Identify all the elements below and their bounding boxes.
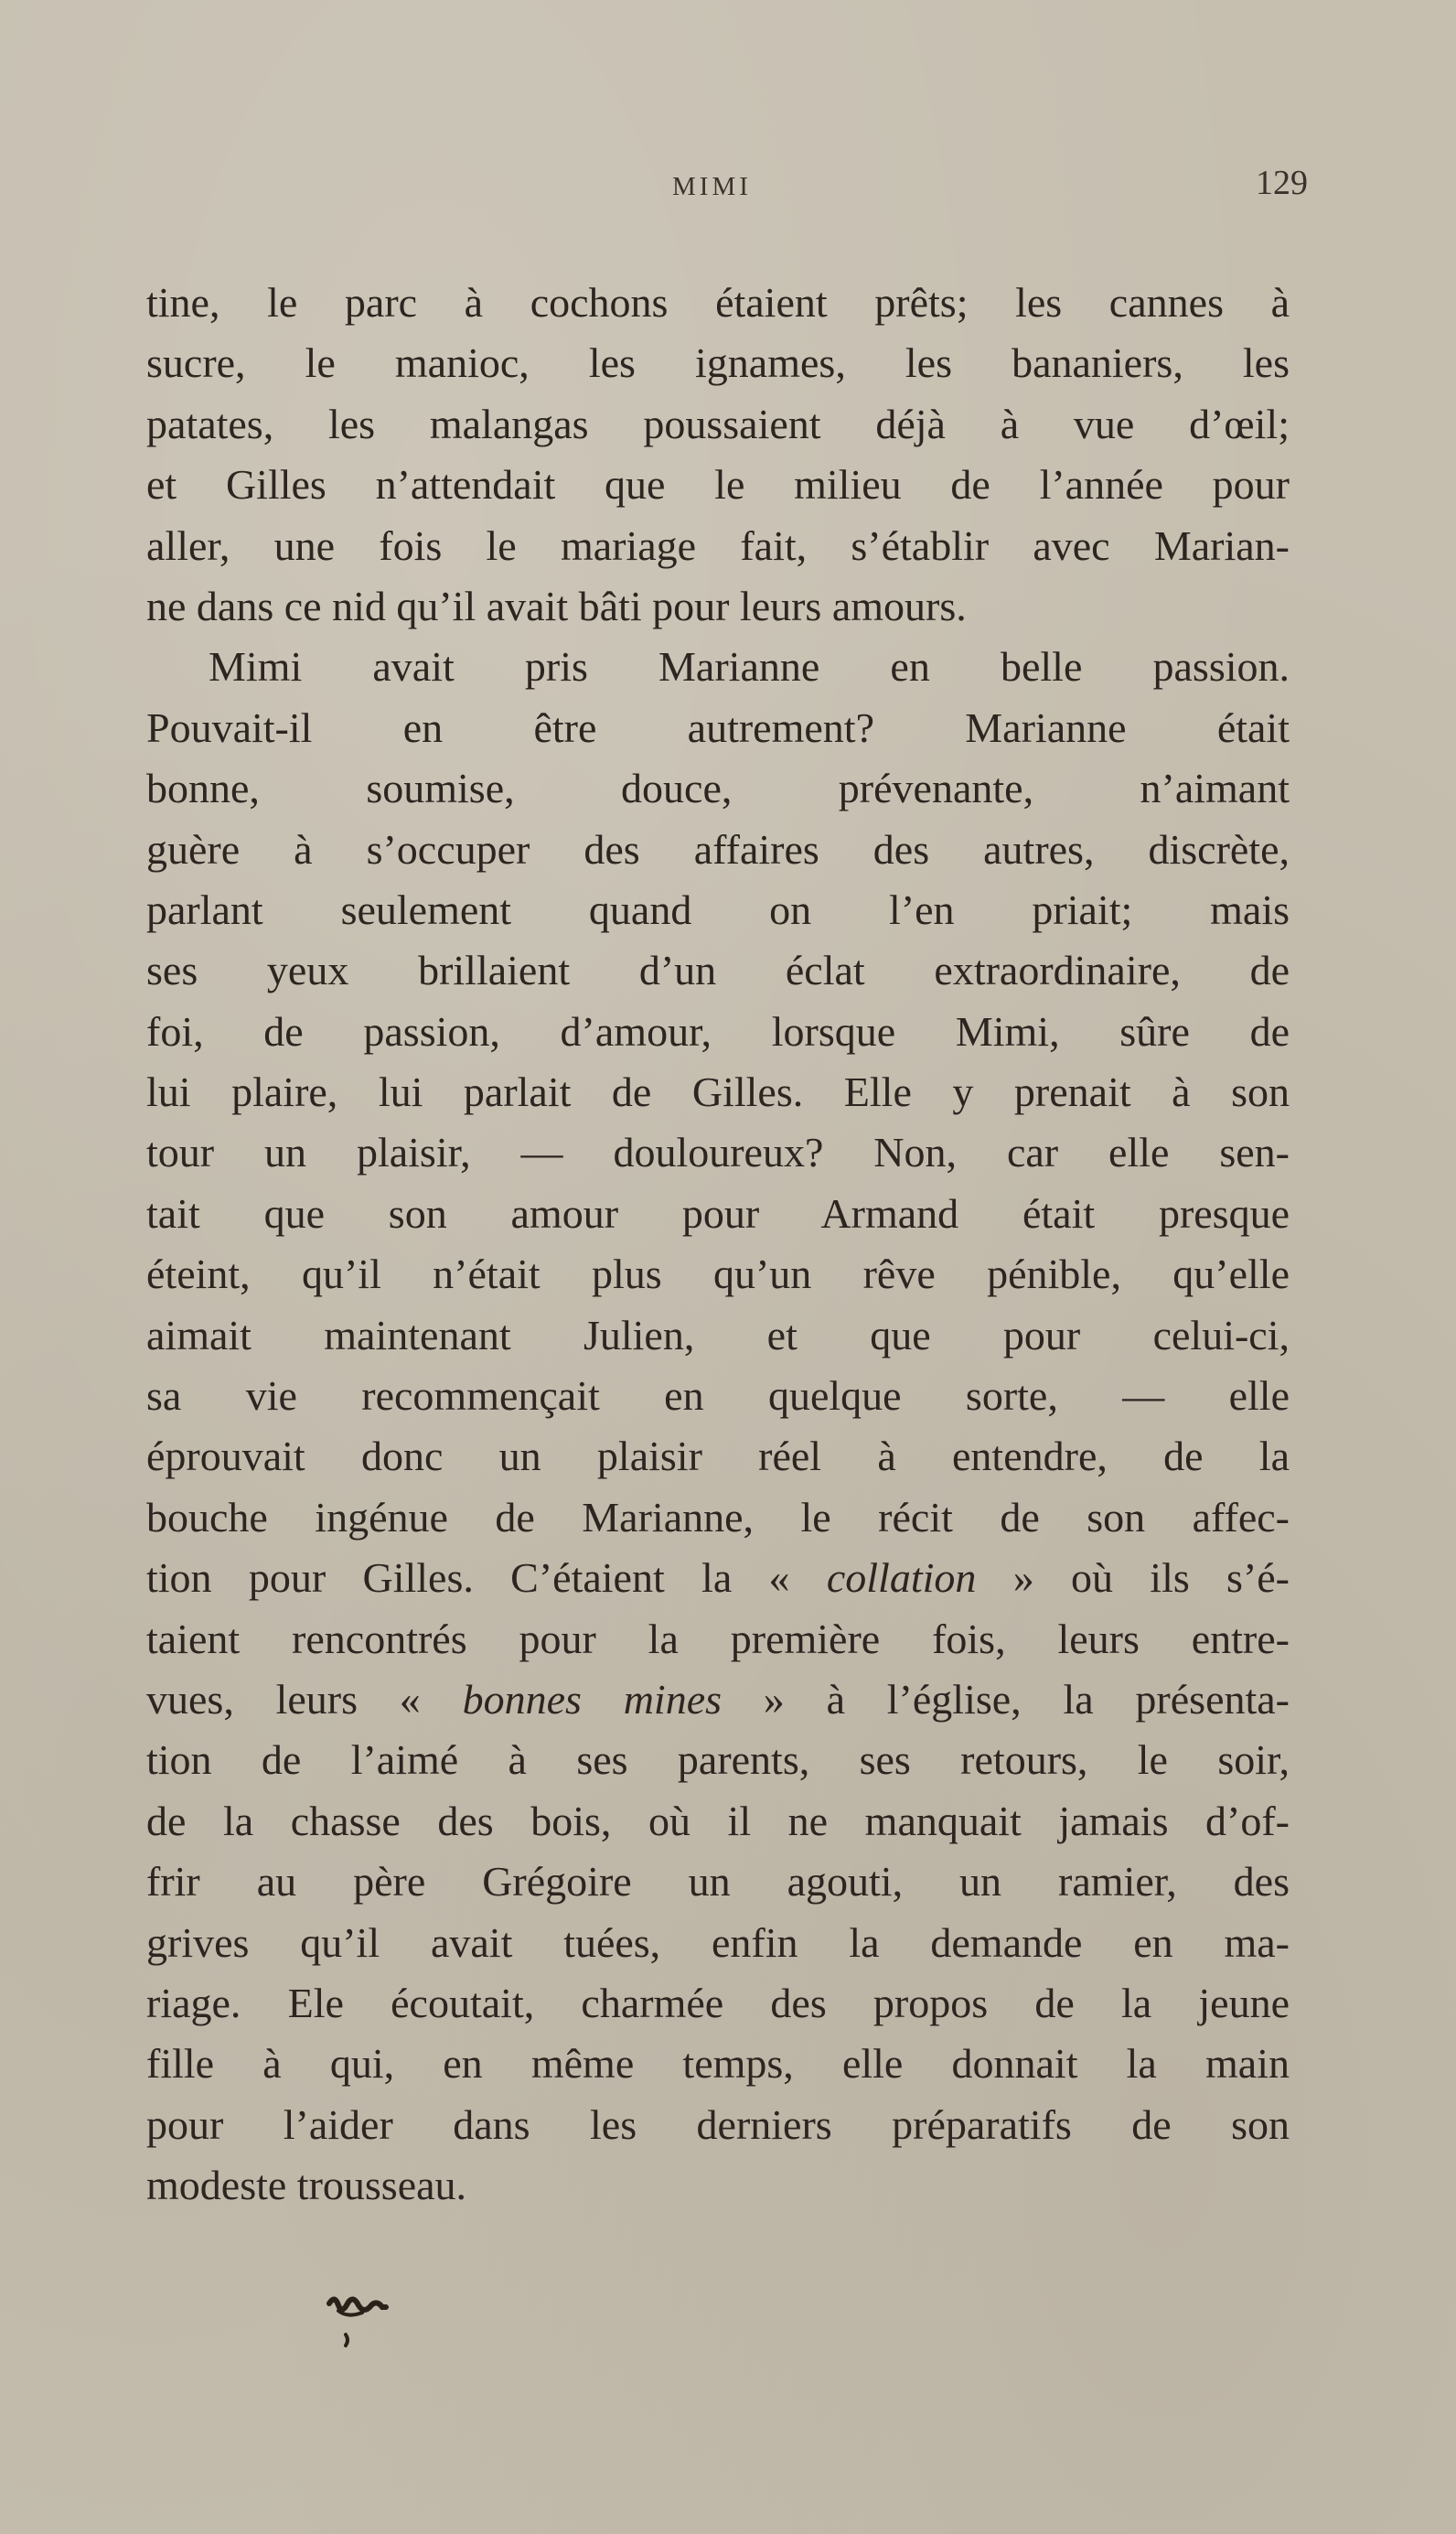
text-line: de la chasse des bois, où il ne manquait jamais d’of-	[146, 1797, 1290, 1844]
text-line: éteint, qu’il n’était plus qu’un rêve pénible, qu’elle	[146, 1251, 1290, 1298]
text-line: tion de l’aimé à ses parents, ses retours, le soir,	[146, 1736, 1290, 1784]
text-line: grives qu’il avait tuées, enfin la demande en ma-	[146, 1918, 1290, 1966]
paragraph-first-line: Mimi avait pris Marianne en belle passion.	[209, 643, 1290, 691]
running-head	[146, 163, 1308, 209]
text-line: tait que son amour pour Armand était presque	[146, 1189, 1290, 1237]
paragraph-last-line: modeste trousseau.	[146, 2162, 467, 2209]
text-segment: tion pour Gilles. C’étaient la «	[146, 1554, 827, 1602]
text-line: et Gilles n’attendait que le milieu de l’année pour	[146, 461, 1290, 509]
italic-word-collation: collation	[826, 1554, 977, 1602]
body-text	[146, 273, 1290, 2217]
text-line-bonnes-mines	[146, 1670, 1290, 1730]
text-line: bouche ingénue de Marianne, le récit de son affec-	[146, 1493, 1290, 1541]
page-number: 129	[1256, 164, 1308, 202]
text-segment: » à l’église, la présenta-	[722, 1675, 1290, 1723]
running-title: MIMI	[672, 172, 752, 201]
text-line: aimait maintenant Julien, et que pour celui-ci,	[146, 1311, 1290, 1358]
text-line: patates, les malangas poussaient déjà à vue d’œil;	[146, 400, 1290, 447]
text-line: taient rencontrés pour la première fois, leurs entre-	[146, 1615, 1290, 1662]
text-line: foi, de passion, d’amour, lorsque Mimi, sûre de	[146, 1007, 1290, 1055]
text-line: pour l’aider dans les derniers préparatifs de son	[146, 2100, 1290, 2148]
italic-phrase-bonnes-mines: bonnes mines	[462, 1675, 723, 1723]
text-segment: vues, leurs «	[146, 1675, 463, 1723]
text-line: guère à s’occuper des affaires des autres, discrète,	[146, 825, 1290, 873]
ink-mark-ornament	[326, 2287, 408, 2351]
text-line: lui plaire, lui parlait de Gilles. Elle y prenait à son	[146, 1068, 1290, 1116]
text-line: frir au père Grégoire un agouti, un ramier, des	[146, 1858, 1290, 1906]
text-line: ses yeux brillaient d’un éclat extraordinaire, de	[146, 947, 1290, 994]
text-line-collation	[146, 1548, 1290, 1608]
text-line: sucre, le manioc, les ignames, les bananiers, les	[146, 339, 1290, 387]
text-line: tour un plaisir, — douloureux? Non, car elle sen-	[146, 1129, 1290, 1176]
text-line: Pouvait-il en être autrement? Marianne était	[146, 703, 1290, 751]
text-line: bonne, soumise, douce, prévenante, n’aimant	[146, 765, 1290, 812]
text-line: riage. Ele écoutait, charmée des propos de la jeune	[146, 1979, 1290, 2026]
text-segment: » où ils s’é-	[976, 1554, 1290, 1602]
text-line: fille à qui, en même temps, elle donnait la main	[146, 2040, 1290, 2088]
text-line: aller, une fois le mariage fait, s’établir avec Marian-	[146, 521, 1290, 569]
paragraph-last-line: ne dans ce nid qu’il avait bâti pour leurs amours.	[146, 582, 967, 629]
text-line: parlant seulement quand on l’en priait; mais	[146, 886, 1290, 933]
text-line: éprouvait donc un plaisir réel à entendre, de la	[146, 1433, 1290, 1480]
text-line: tine, le parc à cochons étaient prêts; les cannes à	[146, 279, 1290, 326]
text-line: sa vie recommençait en quelque sorte, — elle	[146, 1372, 1290, 1420]
